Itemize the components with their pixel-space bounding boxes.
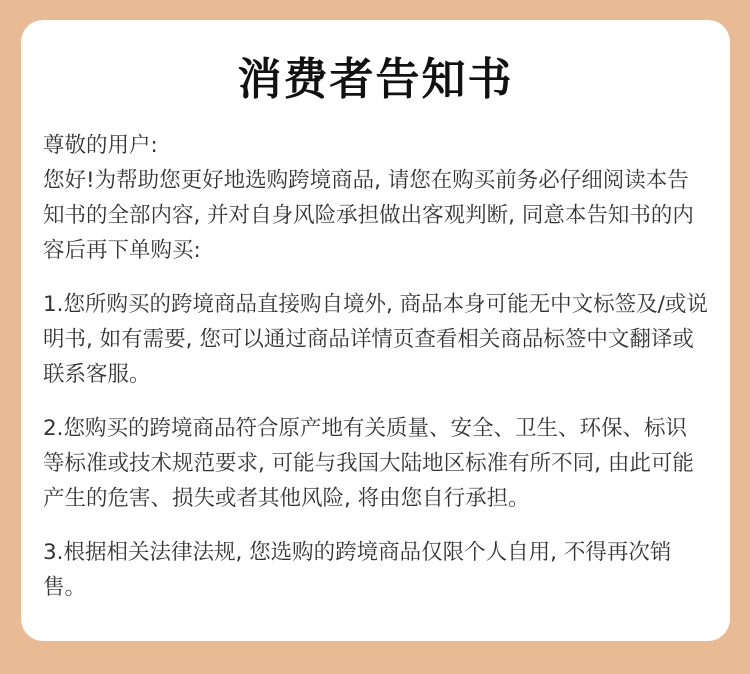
clause-1: 1.您所购买的跨境商品直接购自境外, 商品本身可能无中文标签及/或说明书, 如有需要, 您可以通过商品详情页查看相关商品标签中文翻译或联系客服。 bbox=[43, 292, 708, 387]
greeting-text: 您好!为帮助您更好地选购跨境商品, 请您在购买前务必仔细阅读本告知书的全部内容, 并对自身风险承担做出客观判断, 同意本告知书的内容后再下单购买: bbox=[43, 168, 694, 263]
notice-body bbox=[43, 128, 708, 605]
greeting-salutation: 尊敬的用户: bbox=[43, 133, 158, 158]
notice-title: 消费者告知书 bbox=[237, 54, 514, 105]
clause-2: 2.您购买的跨境商品符合原产地有关质量、安全、卫生、环保、标识等标准或技术规范要求, 可能与我国大陆地区标准有所不同, 由此可能产生的危害、损失或者其他风险, 将由您自行承担。 bbox=[43, 416, 694, 511]
notice-card bbox=[21, 20, 730, 641]
clause-3: 3.根据相关法律法规, 您选购的跨境商品仅限个人自用, 不得再次销售。 bbox=[43, 540, 672, 600]
greeting-paragraph bbox=[43, 128, 708, 268]
